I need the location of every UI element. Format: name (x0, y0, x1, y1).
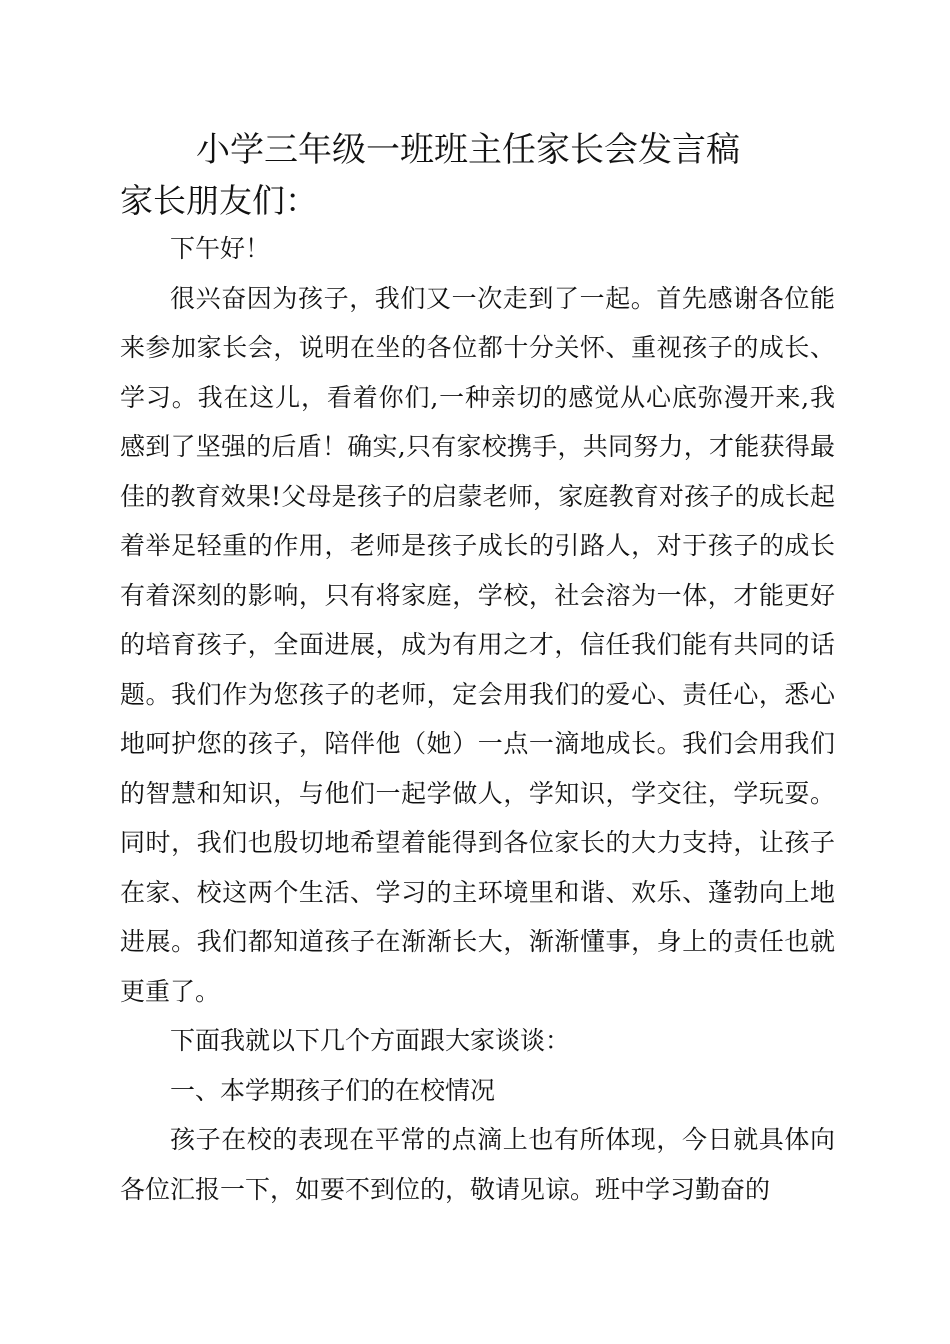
document-title: 小学三年级一班班主任家长会发言稿 (196, 130, 740, 170)
salutation: 家长朋友们： (120, 181, 318, 220)
paragraph-transition: 下面我就以下几个方面跟大家谈谈： (170, 1026, 571, 1055)
paragraph-school-performance: 孩子在校的表现在平常的点滴上也有所体现，今日就具体向各位汇报一下，如要不到位的，敬请见谅。班中学习勤奋的 (120, 1125, 835, 1204)
document-body (120, 224, 835, 1214)
paragraph-introduction: 很兴奋因为孩子，我们又一次走到了一起。首先感谢各位能来参加家长会，说明在坐的各位都十分关怀、重视孩子的成长、学习。我在这儿，看着你们,一种亲切的感觉从心底弥漫开来,我感到了坚强的后盾！确实,只有家校携手，共同努力，才能获得最佳的教育效果!父母是孩子的启蒙老师，家庭教育对孩子的成长起着举足轻重的作用，老师是孩子成长的引路人，对于孩子的成长有着深刻的影响，只有将家庭，学校，社会溶为一体，才能更好的培育孩子，全面进展，成为有用之才，信任我们能有共同的话题。我们作为您孩子的老师，定会用我们的爱心、责任心，悉心地呵护您的孩子，陪伴他（她）一点一滴地成长。我们会用我们的智慧和知识，与他们一起学做人，学知识，学交往，学玩耍。同时，我们也殷切地希望着能得到各位家长的大力支持，让孩子在家、校这两个生活、学习的主环境里和谐、欢乐、蓬勃向上地进展。我们都知道孩子在渐渐长大，渐渐懂事，身上的责任也就更重了。 (120, 283, 835, 1006)
section-heading-1: 一、本学期孩子们的在校情况 (170, 1075, 496, 1105)
paragraph-greeting: 下午好！ (170, 234, 271, 263)
